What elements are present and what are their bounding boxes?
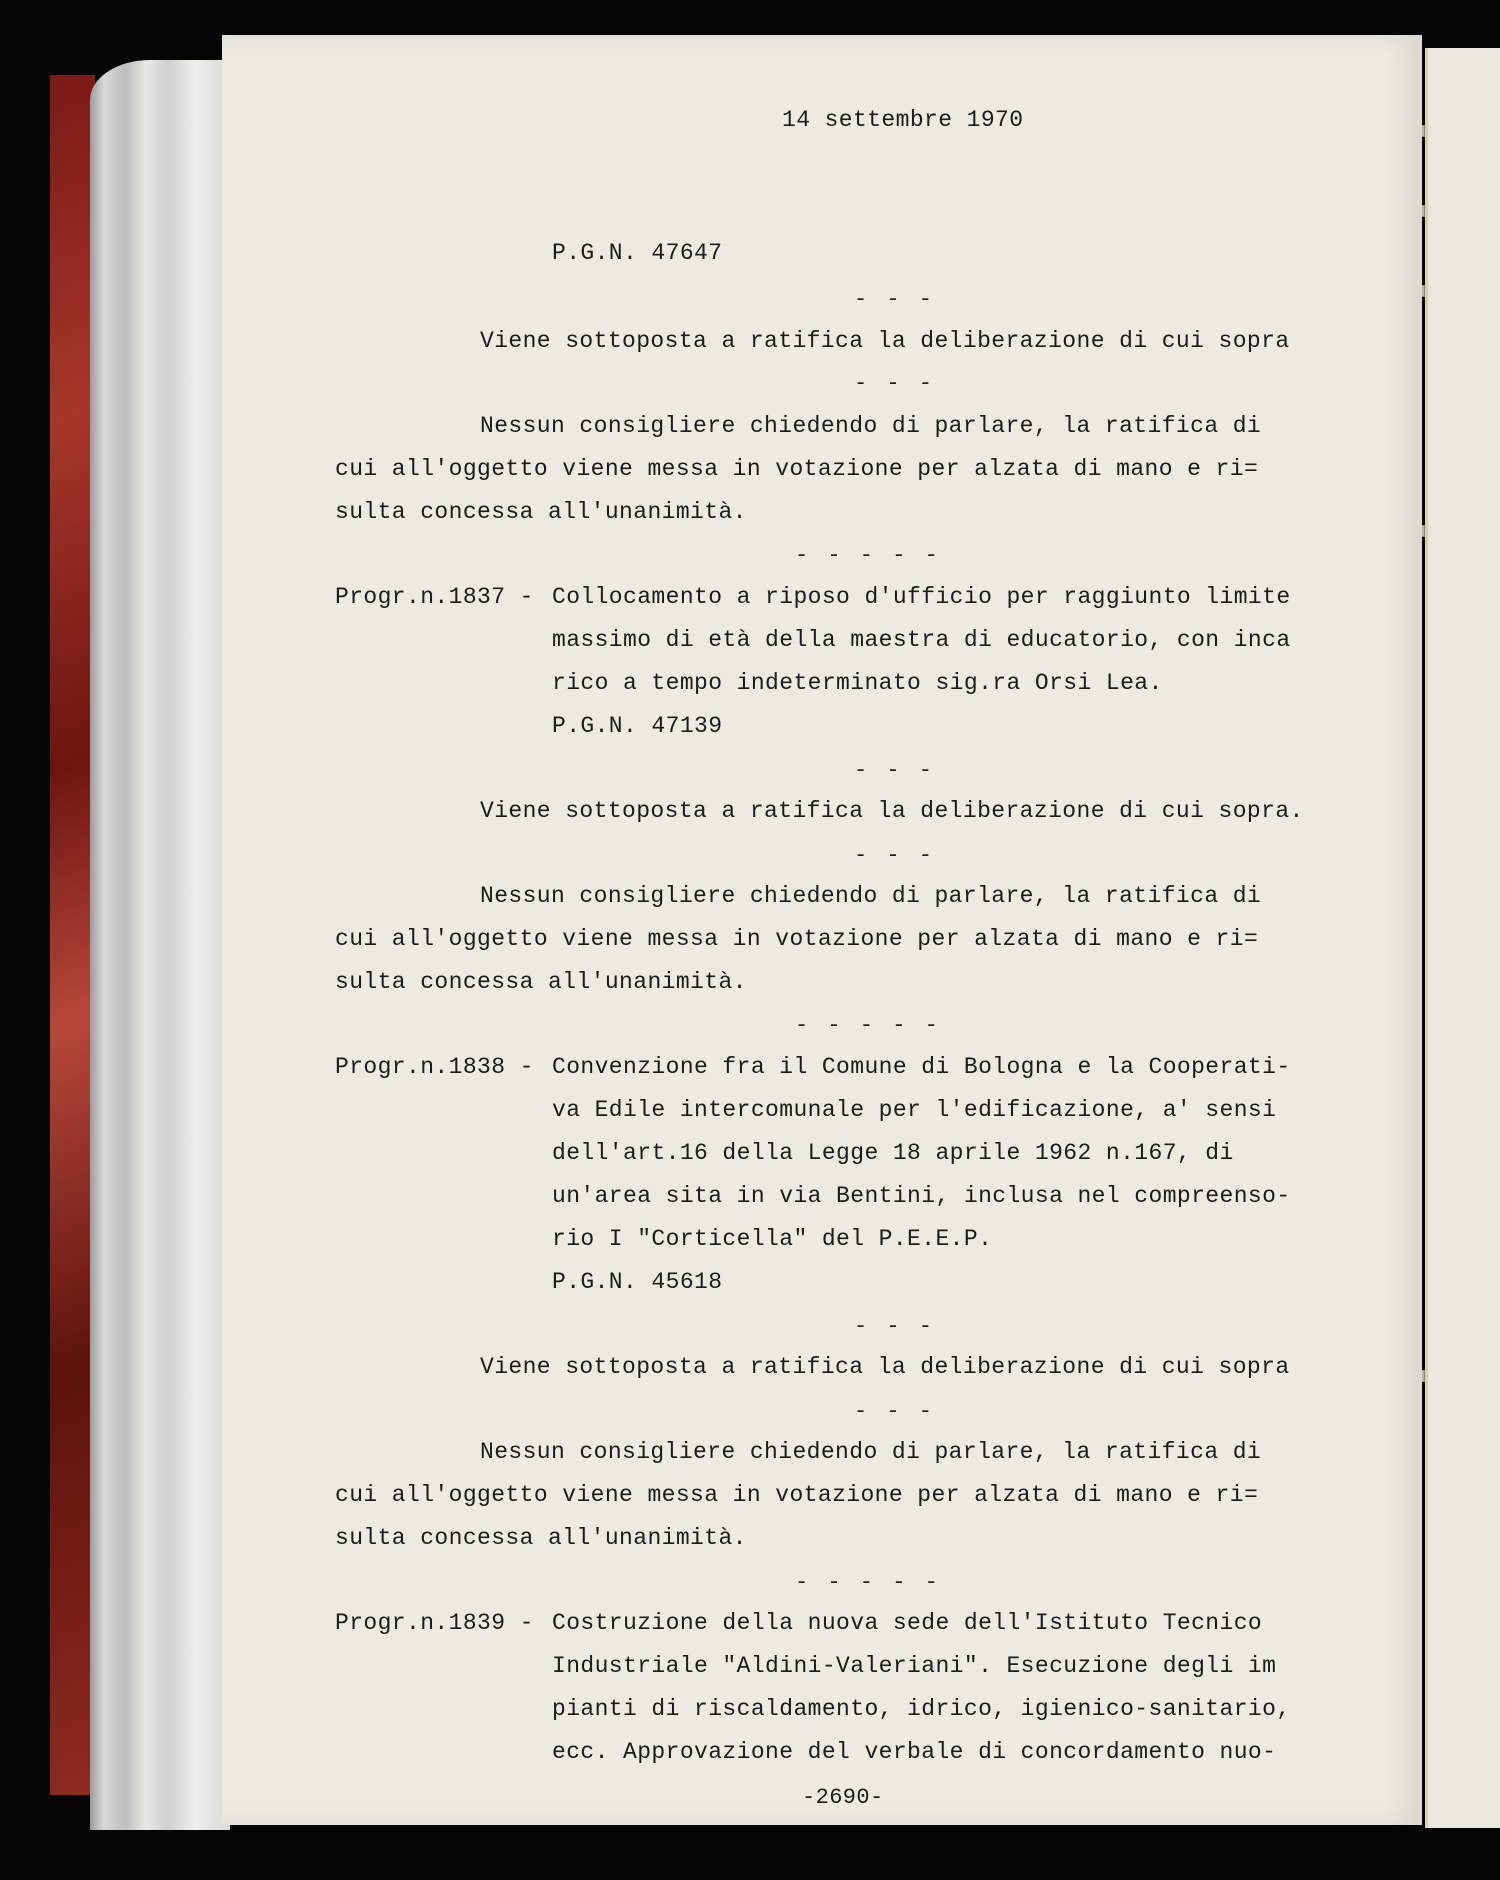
vote-text-line: cui all'oggetto viene messa in votazione per alzata di mano e ri=: [335, 926, 1259, 952]
vote-text-line: cui all'oggetto viene messa in votazione per alzata di mano e ri=: [335, 1482, 1259, 1508]
subject-line: un'area sita in via Bentini, inclusa nel compreenso-: [552, 1183, 1291, 1209]
vote-text-line: cui all'oggetto viene messa in votazione per alzata di mano e ri=: [335, 456, 1259, 482]
subject-line: rico a tempo indeterminato sig.ra Orsi Lea.: [552, 670, 1163, 696]
separator: - - -: [854, 1314, 936, 1339]
page-number: -2690-: [802, 1785, 884, 1810]
pgn-number: P.G.N. 47647: [552, 240, 723, 266]
vote-text-line: sulta concessa all'unanimità.: [335, 499, 747, 525]
separator: - - -: [854, 371, 936, 396]
subject-line: Convenzione fra il Comune di Bologna e la Cooperati-: [552, 1054, 1291, 1080]
page-stack-edge: [90, 60, 230, 1830]
progr-label: Progr.n.1837 -: [335, 584, 534, 610]
ratifica-text: Viene sottoposta a ratifica la deliberazione di cui sopra: [480, 1354, 1290, 1380]
subject-line: Costruzione della nuova sede dell'Istituto Tecnico: [552, 1610, 1263, 1636]
subject-line: massimo di età della maestra di educatorio, con inca: [552, 627, 1291, 653]
subject-line: pianti di riscaldamento, idrico, igienico-sanitario,: [552, 1696, 1291, 1722]
subject-line: ecc. Approvazione del verbale di concordamento nuo-: [552, 1739, 1277, 1765]
separator: - - - - -: [795, 543, 941, 568]
vote-text-line: Nessun consigliere chiedendo di parlare, la ratifica di: [480, 883, 1262, 909]
page-date: 14 settembre 1970: [782, 107, 1024, 133]
separator: - - -: [854, 758, 936, 783]
progr-label: Progr.n.1838 -: [335, 1054, 534, 1080]
progr-label: Progr.n.1839 -: [335, 1610, 534, 1636]
ratifica-text: Viene sottoposta a ratifica la deliberazione di cui sopra: [480, 328, 1290, 354]
separator: - - -: [854, 1399, 936, 1424]
vote-text-line: sulta concessa all'unanimità.: [335, 969, 747, 995]
subject-line: Collocamento a riposo d'ufficio per raggiunto limite: [552, 584, 1291, 610]
subject-line: rio I "Corticella" del P.E.E.P.: [552, 1226, 993, 1252]
vote-text-line: sulta concessa all'unanimità.: [335, 1525, 747, 1551]
adjacent-page-edge: [1425, 48, 1500, 1828]
subject-line: va Edile intercomunale per l'edificazione, a' sensi: [552, 1097, 1277, 1123]
book-cover-marbled: [50, 75, 95, 1795]
ratifica-text: Viene sottoposta a ratifica la deliberazione di cui sopra.: [480, 798, 1304, 824]
subject-line: Industriale "Aldini-Valeriani". Esecuzione degli im: [552, 1653, 1277, 1679]
pgn-number: P.G.N. 45618: [552, 1269, 723, 1295]
vote-text-line: Nessun consigliere chiedendo di parlare, la ratifica di: [480, 413, 1262, 439]
separator: - - - - -: [795, 1013, 941, 1038]
document-page: [222, 35, 1422, 1825]
vote-text-line: Nessun consigliere chiedendo di parlare, la ratifica di: [480, 1439, 1262, 1465]
separator: - - - - -: [795, 1570, 941, 1595]
separator: - - -: [854, 843, 936, 868]
subject-line: dell'art.16 della Legge 18 aprile 1962 n.167, di: [552, 1140, 1234, 1166]
pgn-number: P.G.N. 47139: [552, 713, 723, 739]
separator: - - -: [854, 287, 936, 312]
